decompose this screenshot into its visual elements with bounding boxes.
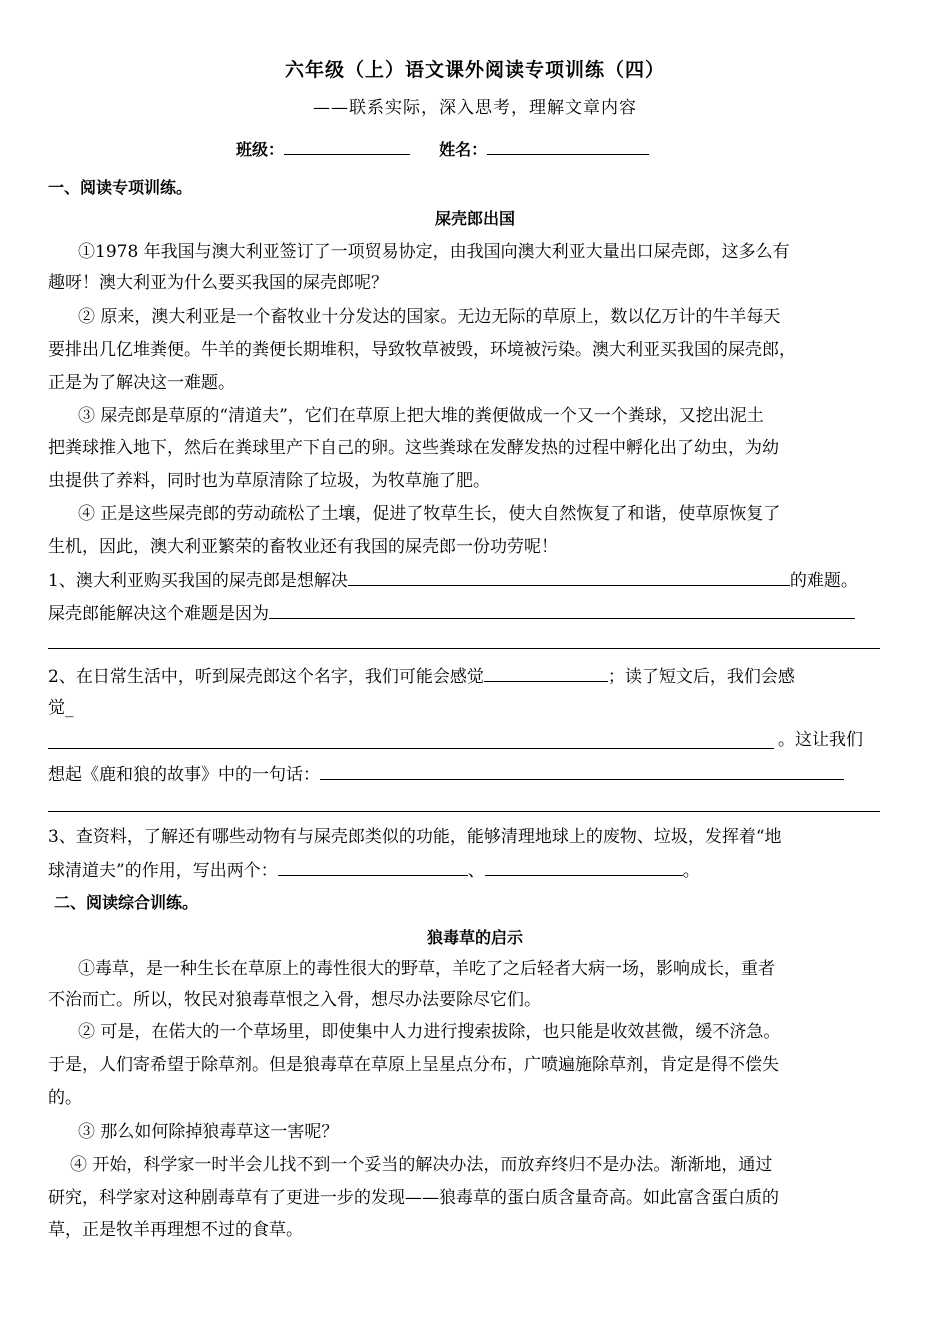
article2-p2-line2: 于是，人们寄希望于除草剂。但是狼毒草在草原上呈星点分布，广喷遍施除草剂，肯定是得不偿失 [48, 1055, 779, 1075]
worksheet-subtitle: ——联系实际，深入思考，理解文章内容 [313, 98, 637, 118]
q2-quote-blank[interactable] [320, 761, 844, 780]
class-blank[interactable] [284, 136, 410, 155]
q2-suffix: 。这让我们 [778, 730, 863, 750]
q3-separator: 、 [467, 861, 485, 881]
article1-p4-line2: 生机，因此，澳大利亚繁荣的畜牧业还有我国的屎壳郎一份功劳呢！ [48, 537, 558, 557]
article1-title: 屎壳郎出国 [434, 209, 515, 228]
article2-p1-line2: 不治而亡。所以，牧民对狼毒草恨之入骨，想尽办法要除尽它们。 [48, 990, 541, 1010]
article1-p3-line1: ③ 屎壳郎是草原的“清道夫”，它们在草原上把大堆的粪便做成一个又一个粪球，又挖出泥土 [78, 406, 764, 426]
question2-line1 [48, 663, 795, 689]
article2-p4-line1: ④ 开始，科学家一时半会儿找不到一个妥当的解决办法，而放弃终归不是办法。渐渐地，通过 [70, 1155, 773, 1175]
class-label: 班级： [236, 140, 285, 159]
q2-mid: ；读了短文后，我们会感 [607, 667, 795, 687]
q3-prompt: 球清道夫”的作用，写出两个： [48, 861, 278, 881]
q1-answer-rule[interactable] [48, 648, 880, 649]
article1-p2-line1: ② 原来，澳大利亚是一个畜牧业十分发达的国家。无边无际的草原上，数以亿万计的牛羊每天 [78, 307, 781, 327]
article2-title: 狼毒草的启示 [426, 928, 523, 947]
q3-end: 。 [682, 861, 700, 881]
article1-p3-line2: 把粪球推入地下，然后在粪球里产下自己的卵。这些粪球在发酵发热的过程中孵化出了幼虫，为幼 [48, 438, 779, 458]
q3-animal1-blank[interactable] [278, 857, 468, 876]
question1-line2 [48, 600, 855, 626]
article2-p2-line1: ② 可是，在偌大的一个草场里，即使集中人力进行搜索拔除，也只能是收效甚微，缓不济急。 [78, 1022, 781, 1042]
article1-p2-line2: 要排出几亿堆粪便。牛羊的粪便长期堆积，导致牧草被毁，环境被污染。澳大利亚买我国的屎壳郎， [48, 340, 796, 360]
article1-p4-line1: ④ 正是这些屎壳郎的劳动疏松了土壤，促进了牧草生长，使大自然恢复了和谐，使草原恢复了 [78, 504, 781, 524]
worksheet-title: 六年级（上）语文课外阅读专项训练（四） [284, 59, 665, 81]
q2-line2: 觉_ [48, 698, 74, 718]
q2-feeling-before-blank[interactable] [484, 663, 608, 682]
article2-p3-line1: ③ 那么如何除掉狼毒草这一害呢？ [78, 1122, 339, 1142]
article2-p4-line3: 草，正是牧羊再理想不过的食草。 [48, 1220, 303, 1240]
q3-line1: 3、查资料，了解还有哪些动物有与屎壳郎类似的功能，能够清理地球上的废物、垃圾，发挥着“地 [48, 827, 782, 847]
q2-quote-prompt: 想起《鹿和狼的故事》中的一句话： [48, 765, 320, 785]
article2-p4-line2: 研究，科学家对这种剧毒草有了更进一步的发现——狼毒草的蛋白质含量奇高。如此富含蛋白质的 [48, 1188, 779, 1208]
q1-reason-blank[interactable] [269, 600, 855, 619]
q2-feeling-after-rule[interactable] [48, 748, 774, 749]
article2-p1-line1: ①毒草，是一种生长在草原上的毒性很大的野草，羊吃了之后轻者大病一场，影响成长，重者 [78, 959, 775, 979]
q1-answer-blank[interactable] [348, 567, 790, 586]
question1-line1 [48, 567, 858, 593]
question3-line2 [48, 857, 700, 883]
question2-line4 [48, 761, 844, 787]
q1-suffix: 的难题。 [789, 571, 858, 591]
section1-heading: 一、阅读专项训练。 [48, 178, 193, 197]
article1-p2-line3: 正是为了解决这一难题。 [48, 373, 235, 393]
class-name-row [236, 136, 649, 162]
q3-animal2-blank[interactable] [485, 857, 683, 876]
article1-p3-line3: 虫提供了养料，同时也为草原清除了垃圾，为牧草施了肥。 [48, 471, 490, 491]
q2-quote-rule[interactable] [48, 811, 880, 812]
article1-p1-line1: ①1978 年我国与澳大利亚签订了一项贸易协定，由我国向澳大利亚大量出口屎壳郎，这多么有 [78, 242, 790, 262]
q2-prompt: 2、在日常生活中，听到屎壳郎这个名字，我们可能会感觉 [48, 667, 484, 687]
section2-heading: 二、阅读综合训练。 [54, 893, 199, 912]
q1-reason-prompt: 屎壳郎能解决这个难题是因为 [48, 604, 269, 624]
name-label: 姓名： [439, 140, 488, 159]
q1-prompt: 1、澳大利亚购买我国的屎壳郎是想解决 [48, 571, 348, 591]
name-blank[interactable] [487, 136, 649, 155]
article1-p1-line2: 趣呀！澳大利亚为什么要买我国的屎壳郎呢？ [48, 273, 388, 293]
article2-p2-line3: 的。 [48, 1088, 82, 1108]
